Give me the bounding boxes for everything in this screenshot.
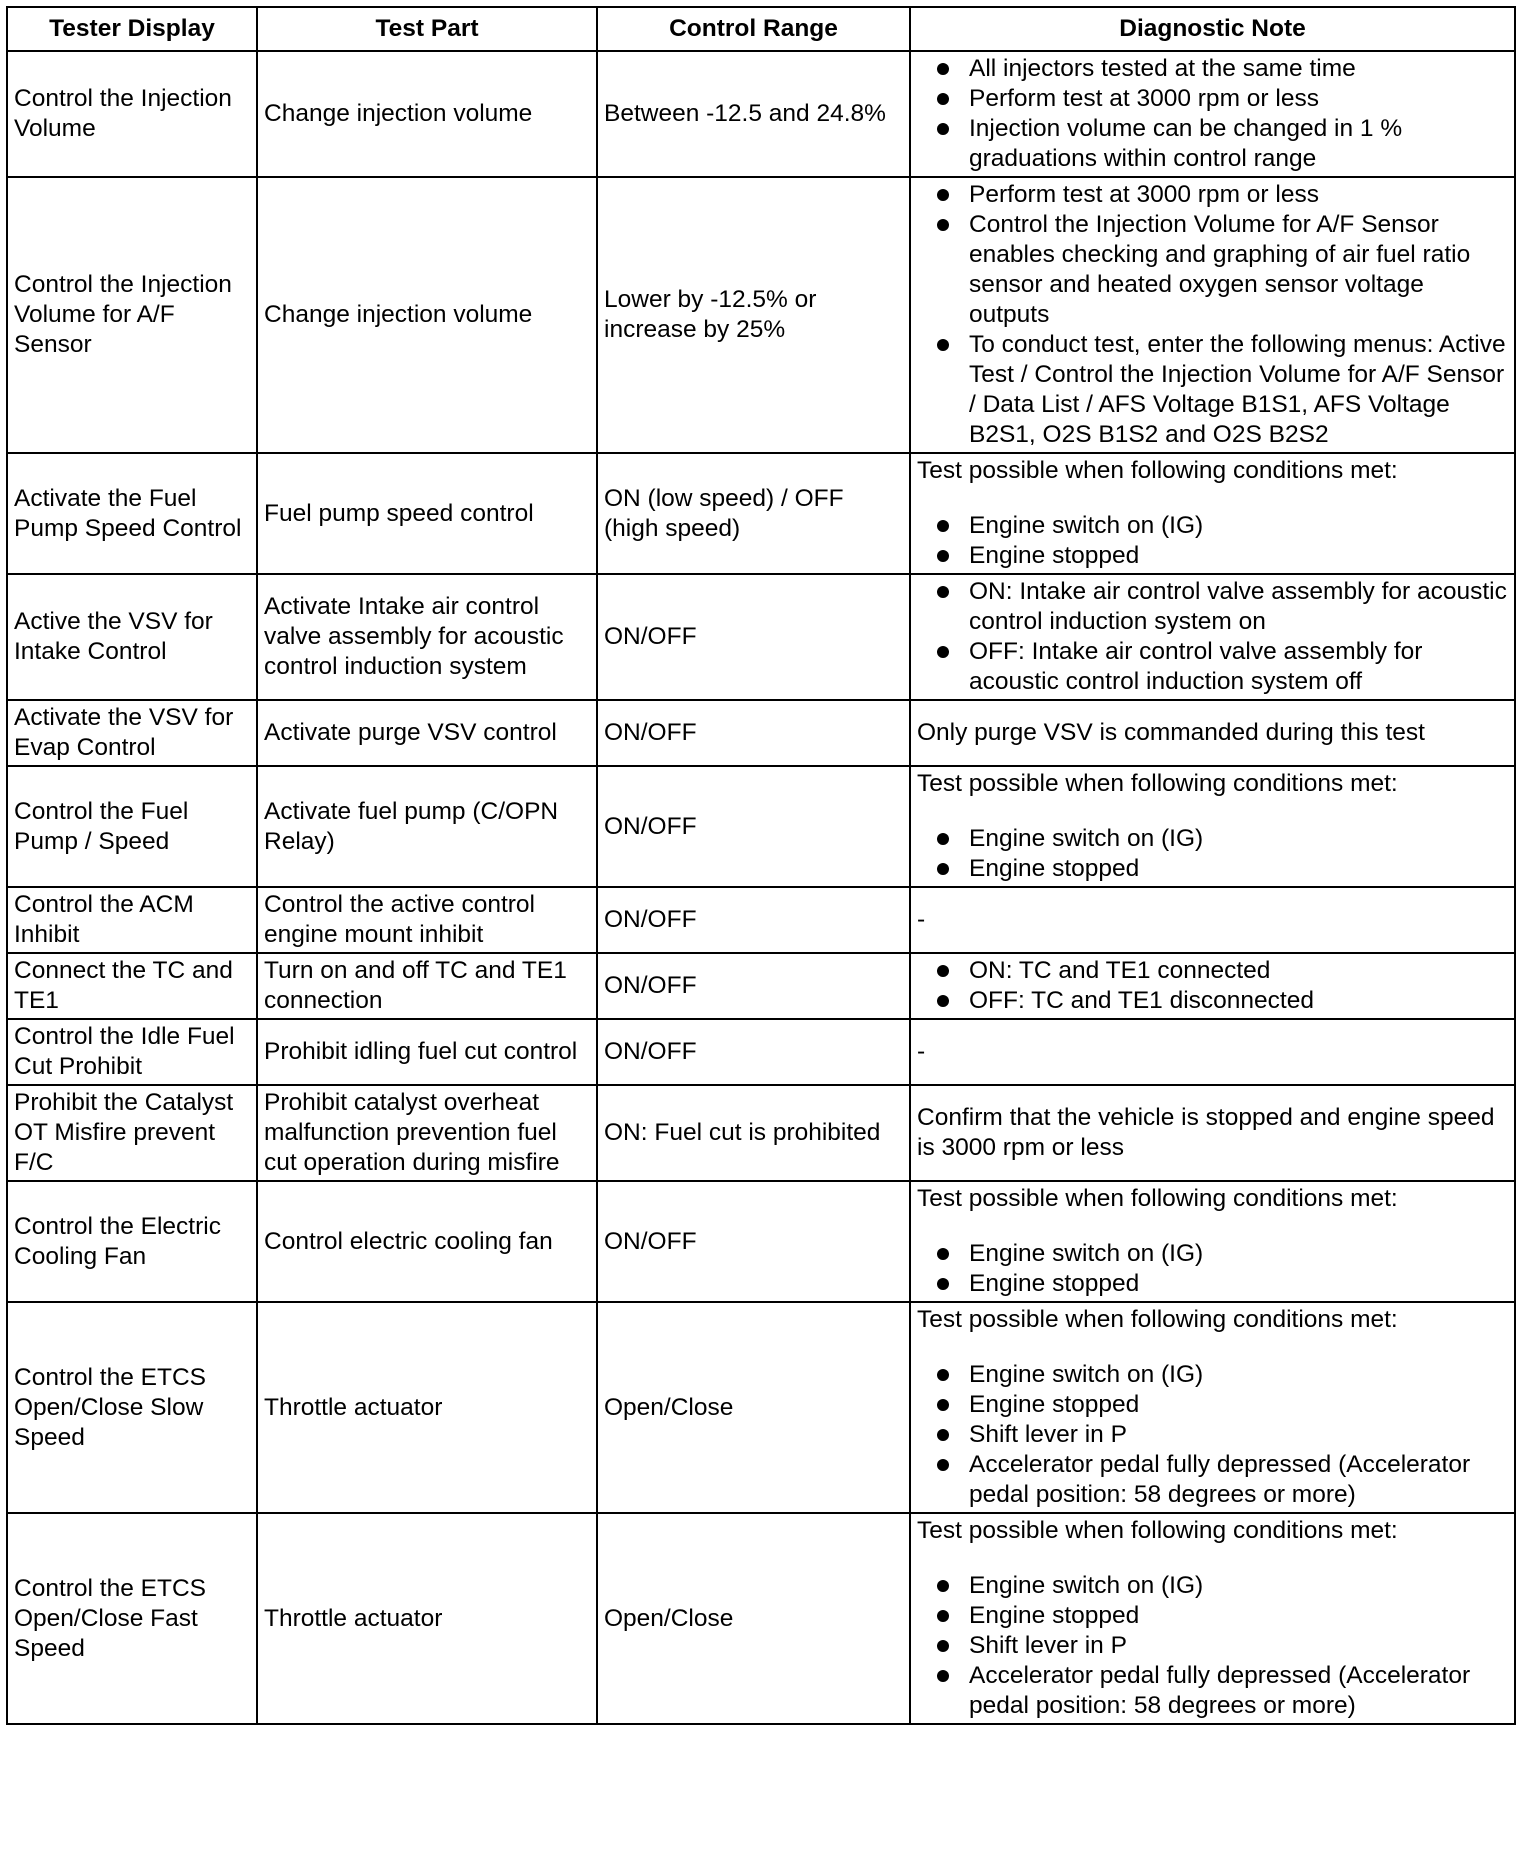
- tester-display-cell: Control the Fuel Pump / Speed: [7, 766, 257, 887]
- diagnostic-note-cell: [910, 1019, 1515, 1085]
- note-bullet-item: Accelerator pedal fully depressed (Accelerator pedal position: 58 degrees or more): [917, 1450, 1508, 1510]
- note-bullet-item: Shift lever in P: [917, 1420, 1508, 1450]
- table-row: [7, 887, 1515, 953]
- control-range-cell: ON/OFF: [597, 953, 910, 1019]
- note-bullet-item: Engine switch on (IG): [917, 1360, 1508, 1390]
- tester-display-cell: Active the VSV for Intake Control: [7, 574, 257, 700]
- note-bullet-item: Engine stopped: [917, 854, 1508, 884]
- control-range-cell: ON/OFF: [597, 766, 910, 887]
- diagnostic-note-cell: [910, 1302, 1515, 1513]
- diagnostic-note-cell: [910, 51, 1515, 177]
- note-bullet-list: [917, 511, 1508, 571]
- tester-display-cell: Connect the TC and TE1: [7, 953, 257, 1019]
- note-bullet-item: Perform test at 3000 rpm or less: [917, 84, 1508, 114]
- note-bullet-list: [917, 824, 1508, 884]
- note-bullet-item: ON: Intake air control valve assembly for acoustic control induction system on: [917, 577, 1508, 637]
- table-row: [7, 953, 1515, 1019]
- active-test-table: [6, 6, 1516, 1725]
- tester-display-cell: Control the Idle Fuel Cut Prohibit: [7, 1019, 257, 1085]
- tester-display-cell: Control the Injection Volume: [7, 51, 257, 177]
- test-part-cell: Throttle actuator: [257, 1513, 597, 1724]
- table-row: [7, 1181, 1515, 1302]
- test-part-cell: Control the active control engine mount inhibit: [257, 887, 597, 953]
- note-bullet-item: OFF: TC and TE1 disconnected: [917, 986, 1508, 1016]
- table-row: [7, 574, 1515, 700]
- note-intro: Test possible when following conditions met:: [917, 457, 1398, 484]
- diagnostic-note-cell: [910, 766, 1515, 887]
- control-range-cell: Open/Close: [597, 1513, 910, 1724]
- test-part-cell: Prohibit idling fuel cut control: [257, 1019, 597, 1085]
- note-bullet-item: OFF: Intake air control valve assembly for acoustic control induction system off: [917, 637, 1508, 697]
- tester-display-cell: Control the ETCS Open/Close Slow Speed: [7, 1302, 257, 1513]
- note-intro: Test possible when following conditions met:: [917, 1185, 1398, 1212]
- control-range-cell: ON/OFF: [597, 574, 910, 700]
- note-bullet-item: Accelerator pedal fully depressed (Accelerator pedal position: 58 degrees or more): [917, 1661, 1508, 1721]
- table-row: [7, 1302, 1515, 1513]
- note-bullet-item: Engine stopped: [917, 1269, 1508, 1299]
- header-tester-display: Tester Display: [7, 7, 257, 51]
- diagnostic-note-cell: [910, 953, 1515, 1019]
- note-bullet-item: To conduct test, enter the following menus: Active Test / Control the Injection Volume for A/F Sensor / Data List / AFS Voltage B1S1, AFS Voltage B2S1, O2S B1S2 and O2S B2S2: [917, 330, 1508, 450]
- note-bullet-list: [917, 1571, 1508, 1721]
- header-row: [7, 7, 1515, 51]
- note-bullet-list: [917, 1360, 1508, 1510]
- test-part-cell: Activate fuel pump (C/OPN Relay): [257, 766, 597, 887]
- diagnostic-note-cell: [910, 700, 1515, 766]
- note-bullet-item: Engine switch on (IG): [917, 511, 1508, 541]
- test-part-cell: Turn on and off TC and TE1 connection: [257, 953, 597, 1019]
- control-range-cell: ON/OFF: [597, 1019, 910, 1085]
- note-text: Confirm that the vehicle is stopped and engine speed is 3000 rpm or less: [917, 1104, 1495, 1161]
- table-header: [7, 7, 1515, 51]
- diagnostic-note-cell: [910, 887, 1515, 953]
- note-bullet-list: [917, 577, 1508, 697]
- note-bullet-item: Engine stopped: [917, 541, 1508, 571]
- diagnostic-note-cell: [910, 1513, 1515, 1724]
- note-bullet-item: Shift lever in P: [917, 1631, 1508, 1661]
- tester-display-cell: Control the Electric Cooling Fan: [7, 1181, 257, 1302]
- note-bullet-item: All injectors tested at the same time: [917, 54, 1508, 84]
- control-range-cell: Lower by -12.5% or increase by 25%: [597, 177, 910, 453]
- tester-display-cell: Activate the VSV for Evap Control: [7, 700, 257, 766]
- tester-display-cell: Control the Injection Volume for A/F Sensor: [7, 177, 257, 453]
- note-text: -: [917, 1038, 926, 1065]
- control-range-cell: Between -12.5 and 24.8%: [597, 51, 910, 177]
- control-range-cell: ON/OFF: [597, 1181, 910, 1302]
- diagnostic-note-cell: [910, 1085, 1515, 1181]
- diagnostic-note-cell: [910, 1181, 1515, 1302]
- header-test-part: Test Part: [257, 7, 597, 51]
- tester-display-cell: Activate the Fuel Pump Speed Control: [7, 453, 257, 574]
- note-intro: Test possible when following conditions met:: [917, 1517, 1398, 1544]
- note-bullet-item: Engine switch on (IG): [917, 824, 1508, 854]
- table-row: [7, 51, 1515, 177]
- control-range-cell: ON/OFF: [597, 700, 910, 766]
- header-control-range: Control Range: [597, 7, 910, 51]
- table-body: [7, 51, 1515, 1724]
- test-part-cell: Fuel pump speed control: [257, 453, 597, 574]
- note-bullet-item: Engine stopped: [917, 1601, 1508, 1631]
- note-bullet-item: Engine switch on (IG): [917, 1571, 1508, 1601]
- test-part-cell: Prohibit catalyst overheat malfunction prevention fuel cut operation during misfire: [257, 1085, 597, 1181]
- test-part-cell: Activate purge VSV control: [257, 700, 597, 766]
- table-row: [7, 177, 1515, 453]
- table-row: [7, 1085, 1515, 1181]
- diagnostic-note-cell: [910, 574, 1515, 700]
- test-part-cell: Activate Intake air control valve assembly for acoustic control induction system: [257, 574, 597, 700]
- note-text: Only purge VSV is commanded during this test: [917, 719, 1425, 746]
- test-part-cell: Throttle actuator: [257, 1302, 597, 1513]
- tester-display-cell: Control the ACM Inhibit: [7, 887, 257, 953]
- table-row: [7, 453, 1515, 574]
- diagnostic-note-cell: [910, 453, 1515, 574]
- test-part-cell: Control electric cooling fan: [257, 1181, 597, 1302]
- header-diagnostic-note: Diagnostic Note: [910, 7, 1515, 51]
- table-row: [7, 766, 1515, 887]
- diagnostic-note-cell: [910, 177, 1515, 453]
- note-text: -: [917, 906, 926, 933]
- note-bullet-list: [917, 1239, 1508, 1299]
- table-row: [7, 700, 1515, 766]
- control-range-cell: ON/OFF: [597, 887, 910, 953]
- test-part-cell: Change injection volume: [257, 177, 597, 453]
- note-bullet-list: [917, 180, 1508, 450]
- control-range-cell: Open/Close: [597, 1302, 910, 1513]
- note-intro: Test possible when following conditions met:: [917, 1306, 1398, 1333]
- tester-display-cell: Prohibit the Catalyst OT Misfire prevent F/C: [7, 1085, 257, 1181]
- note-bullet-item: Engine switch on (IG): [917, 1239, 1508, 1269]
- note-bullet-item: Perform test at 3000 rpm or less: [917, 180, 1508, 210]
- table-row: [7, 1019, 1515, 1085]
- control-range-cell: ON: Fuel cut is prohibited: [597, 1085, 910, 1181]
- note-bullet-list: [917, 54, 1508, 174]
- note-bullet-item: Engine stopped: [917, 1390, 1508, 1420]
- table-row: [7, 1513, 1515, 1724]
- tester-display-cell: Control the ETCS Open/Close Fast Speed: [7, 1513, 257, 1724]
- test-part-cell: Change injection volume: [257, 51, 597, 177]
- note-intro: Test possible when following conditions met:: [917, 770, 1398, 797]
- note-bullet-item: ON: TC and TE1 connected: [917, 956, 1508, 986]
- note-bullet-item: Control the Injection Volume for A/F Sensor enables checking and graphing of air fuel ratio sensor and heated oxygen sensor voltage outputs: [917, 210, 1508, 330]
- control-range-cell: ON (low speed) / OFF (high speed): [597, 453, 910, 574]
- note-bullet-list: [917, 956, 1508, 1016]
- note-bullet-item: Injection volume can be changed in 1 % graduations within control range: [917, 114, 1508, 174]
